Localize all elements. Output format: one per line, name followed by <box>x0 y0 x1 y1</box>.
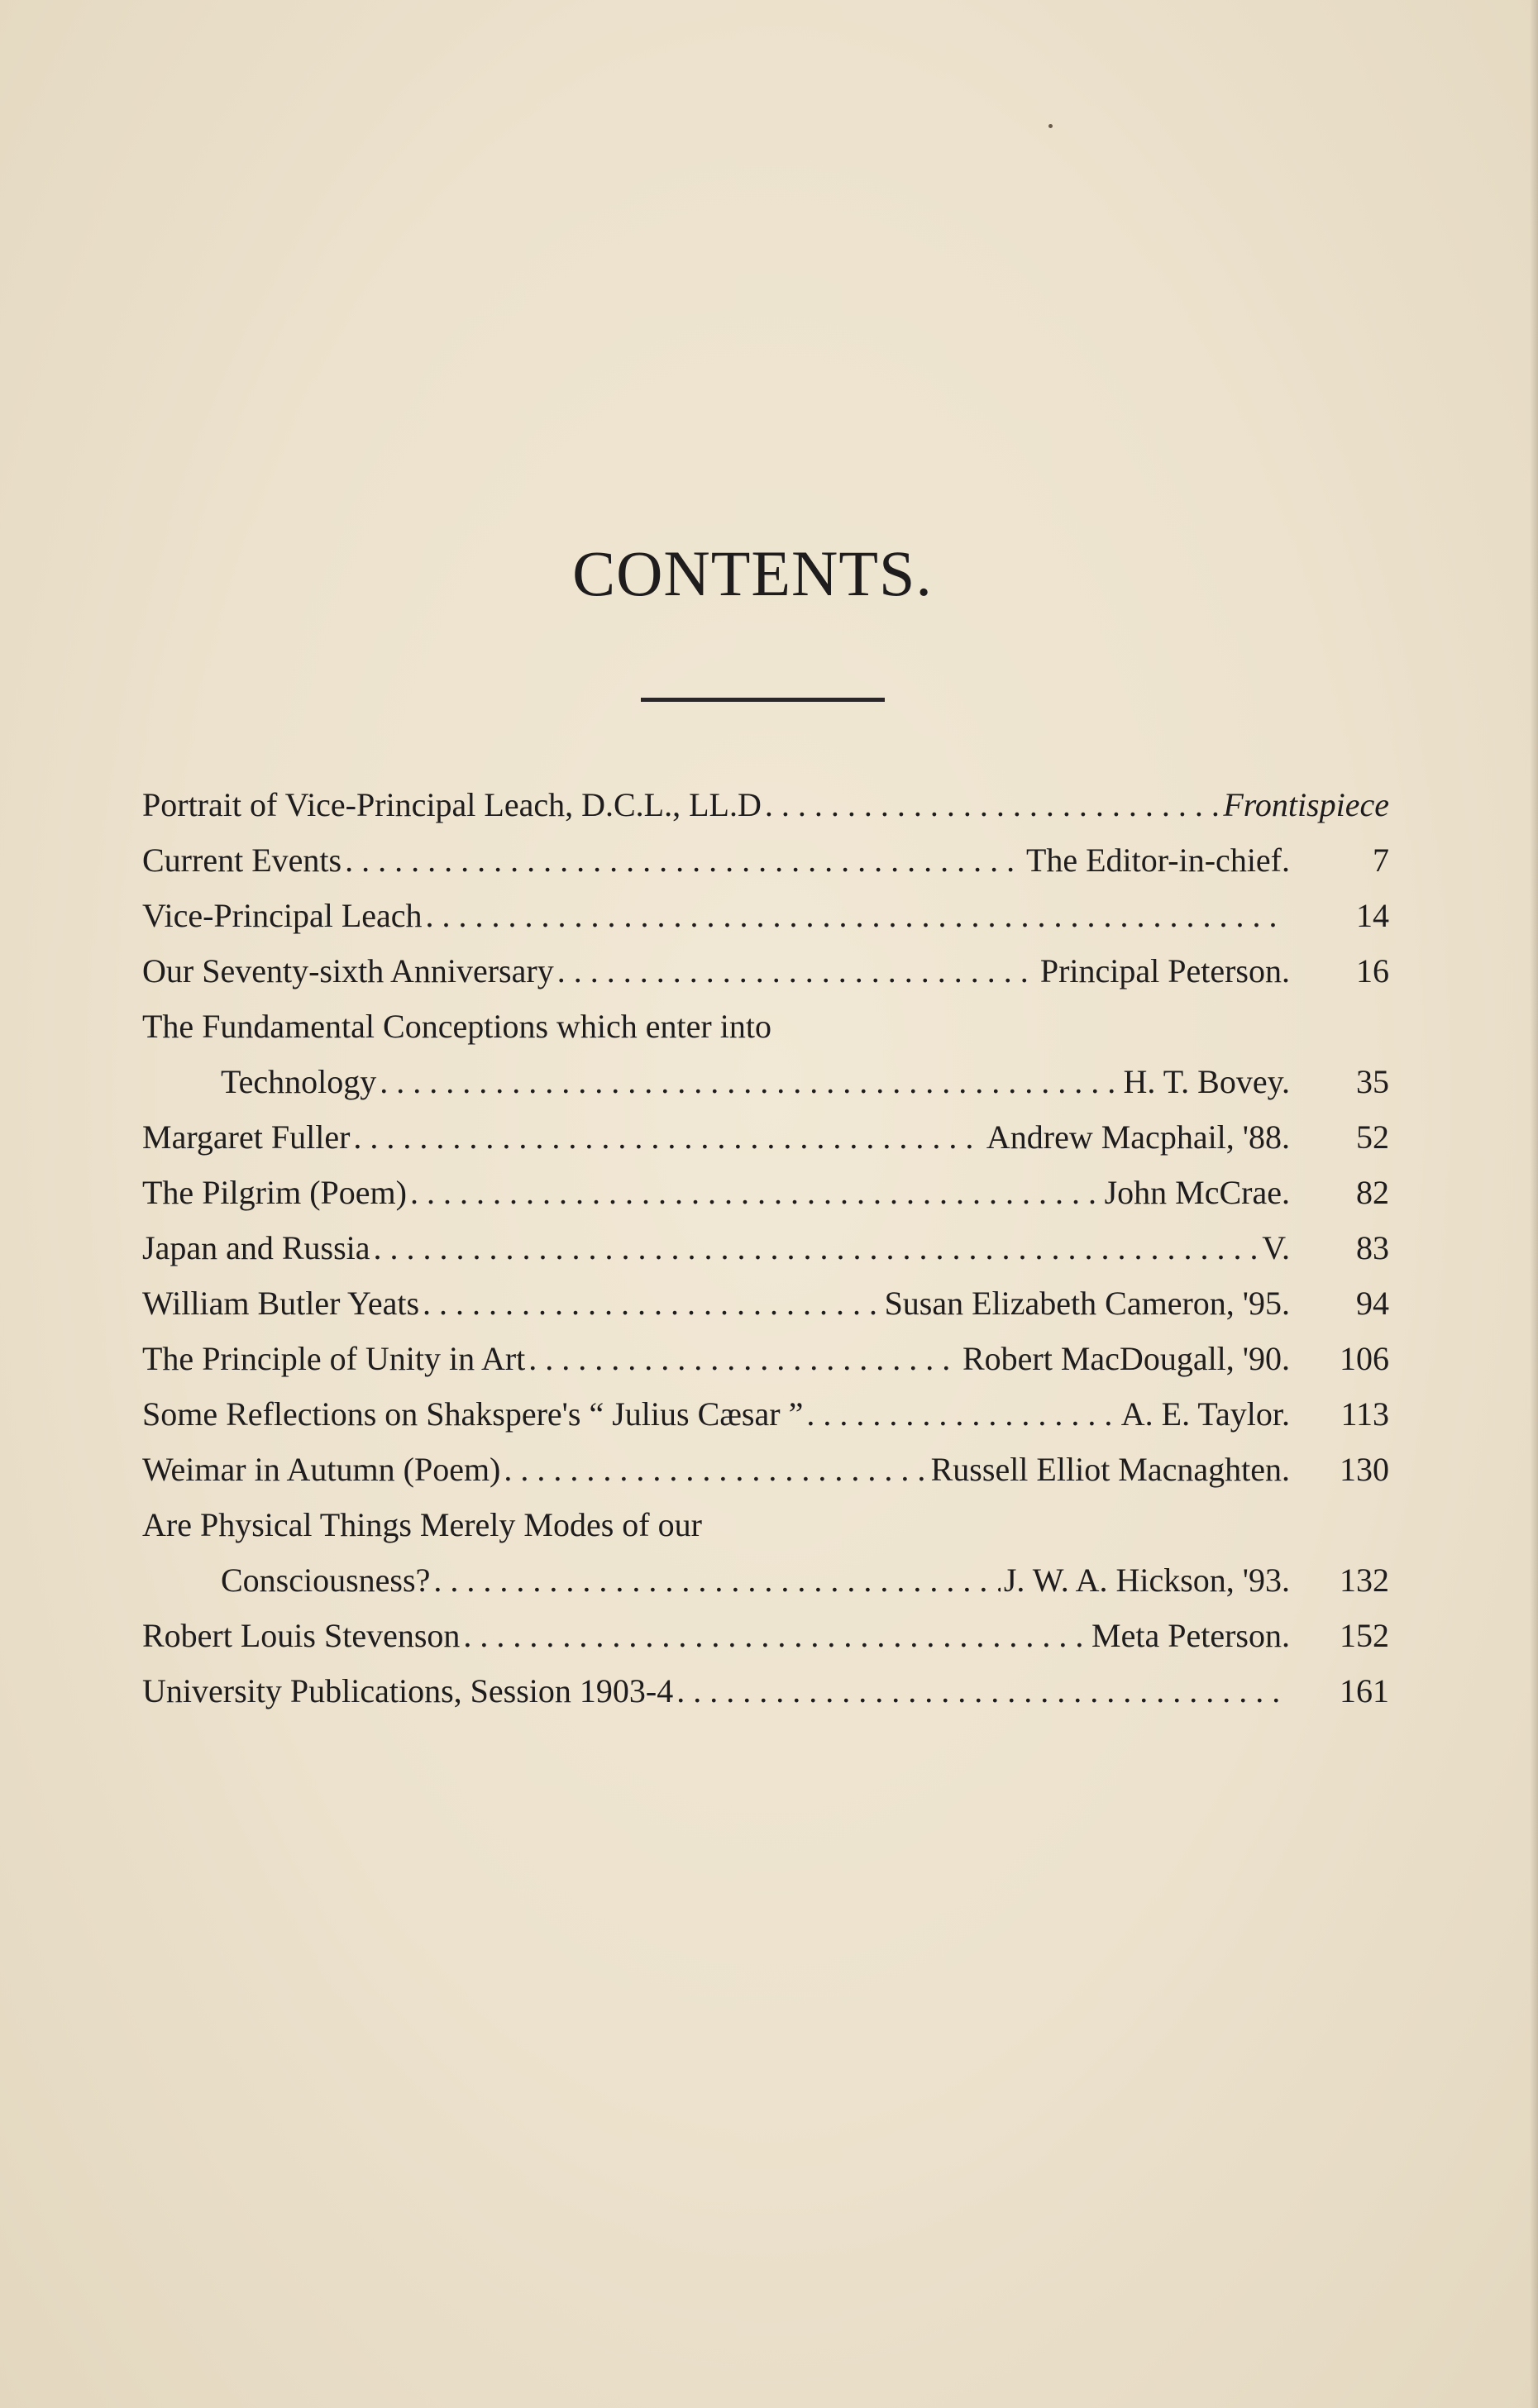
leader-dots <box>380 1054 1120 1109</box>
toc-entry-title: The Pilgrim (Poem) <box>142 1174 407 1211</box>
toc-entry-title: Robert Louis Stevenson <box>142 1617 461 1654</box>
toc-entry-title: William Butler Yeats <box>142 1285 420 1322</box>
leader-dots <box>676 1663 1287 1719</box>
toc-entry-title: Consciousness? <box>221 1562 431 1599</box>
toc-entry <box>142 777 1389 832</box>
toc-entry <box>142 1276 1389 1331</box>
toc-entry-author: Robert MacDougall, '90. <box>962 1340 1290 1377</box>
leader-dots <box>433 1552 1001 1608</box>
leader-dots <box>423 1276 881 1331</box>
toc-entry-page: 83 <box>1356 1229 1389 1266</box>
toc-entry-author: Frontispiece <box>1223 786 1389 823</box>
toc-entry <box>142 1220 1389 1276</box>
toc-entry-page: 152 <box>1340 1617 1389 1654</box>
leader-dots <box>765 777 1220 832</box>
toc-entry <box>142 1331 1389 1386</box>
toc-entry-title: Some Reflections on Shakspere's “ Julius Cæsar ” <box>142 1395 804 1433</box>
toc-entry <box>142 1552 1389 1608</box>
toc-entry-author: The Editor-in-chief. <box>1025 842 1290 879</box>
leader-dots <box>353 1109 982 1165</box>
toc-entry <box>142 1663 1389 1719</box>
toc-entry <box>142 1608 1389 1663</box>
leader-dots <box>806 1386 1117 1442</box>
toc-entry-title: Portrait of Vice-Principal Leach, D.C.L., LL.D <box>142 786 762 823</box>
toc-entry-author: H. T. Bovey. <box>1123 1063 1290 1100</box>
contents-heading: CONTENTS. <box>572 537 933 609</box>
toc-entry-title: University Publications, Session 1903-4 <box>142 1672 674 1709</box>
toc-entry-author: J. W. A. Hickson, '93. <box>1003 1562 1290 1599</box>
toc-entry <box>142 1442 1389 1497</box>
toc-entry-page: 132 <box>1340 1562 1389 1599</box>
toc-entry-page: 130 <box>1340 1451 1389 1488</box>
toc-entry-title: Vice-Principal Leach <box>142 897 423 934</box>
toc-entry-page: 113 <box>1340 1395 1389 1433</box>
toc-entry-page: 161 <box>1340 1672 1389 1709</box>
toc-entry-line1 <box>142 1497 1389 1552</box>
heading-rule <box>641 698 885 702</box>
toc-entry-title: Japan and Russia <box>142 1229 370 1266</box>
toc-entry-page: 16 <box>1356 952 1389 989</box>
page-edge-shadow <box>1530 0 1538 2408</box>
table-of-contents <box>142 777 1389 1719</box>
toc-entry-page: 106 <box>1340 1340 1389 1377</box>
toc-entry-title: The Principle of Unity in Art <box>142 1340 526 1377</box>
toc-entry-author: A. E. Taylor. <box>1120 1395 1290 1433</box>
leader-dots <box>504 1442 927 1497</box>
toc-entry-author: Susan Elizabeth Cameron, '95. <box>884 1285 1290 1322</box>
toc-entry-title: Margaret Fuller <box>142 1118 351 1156</box>
toc-entry-title: Current Events <box>142 842 342 879</box>
leader-dots <box>557 943 1037 999</box>
toc-entry <box>142 943 1389 999</box>
toc-entry-page: 35 <box>1356 1063 1389 1100</box>
toc-entry <box>142 1109 1389 1165</box>
toc-entry-author: Meta Peterson. <box>1091 1617 1290 1654</box>
toc-entry-author: Principal Peterson. <box>1039 952 1290 989</box>
toc-entry-title: Weimar in Autumn (Poem) <box>142 1451 501 1488</box>
toc-entry-title-line1: The Fundamental Conceptions which enter into <box>142 1008 771 1045</box>
toc-entry-title: Our Seventy-sixth Anniversary <box>142 952 554 989</box>
toc-entry-title: Technology <box>221 1063 377 1100</box>
toc-entry-author: V. <box>1262 1229 1290 1266</box>
toc-entry-author: Andrew Macphail, '88. <box>986 1118 1290 1156</box>
toc-entry-page: 52 <box>1356 1118 1389 1156</box>
toc-entry-line1 <box>142 999 1389 1054</box>
leader-dots <box>345 832 1023 888</box>
toc-entry <box>142 832 1389 888</box>
leader-dots <box>410 1165 1101 1220</box>
leader-dots <box>463 1608 1088 1663</box>
toc-entry <box>142 1165 1389 1220</box>
toc-entry-page: 94 <box>1356 1285 1389 1322</box>
toc-entry-author: Russell Elliot Macnaghten. <box>930 1451 1290 1488</box>
toc-entry <box>142 888 1389 943</box>
toc-entry-page: 7 <box>1373 842 1389 879</box>
paper-speck <box>1048 124 1053 128</box>
toc-entry-author: John McCrae. <box>1104 1174 1290 1211</box>
leader-dots <box>528 1331 959 1386</box>
toc-entry-page: 14 <box>1356 897 1389 934</box>
toc-entry <box>142 1054 1389 1109</box>
leader-dots <box>374 1220 1259 1276</box>
toc-entry-title-line1: Are Physical Things Merely Modes of our <box>142 1506 702 1543</box>
toc-entry <box>142 1386 1389 1442</box>
toc-entry-page: 82 <box>1356 1174 1389 1211</box>
leader-dots <box>426 888 1287 943</box>
